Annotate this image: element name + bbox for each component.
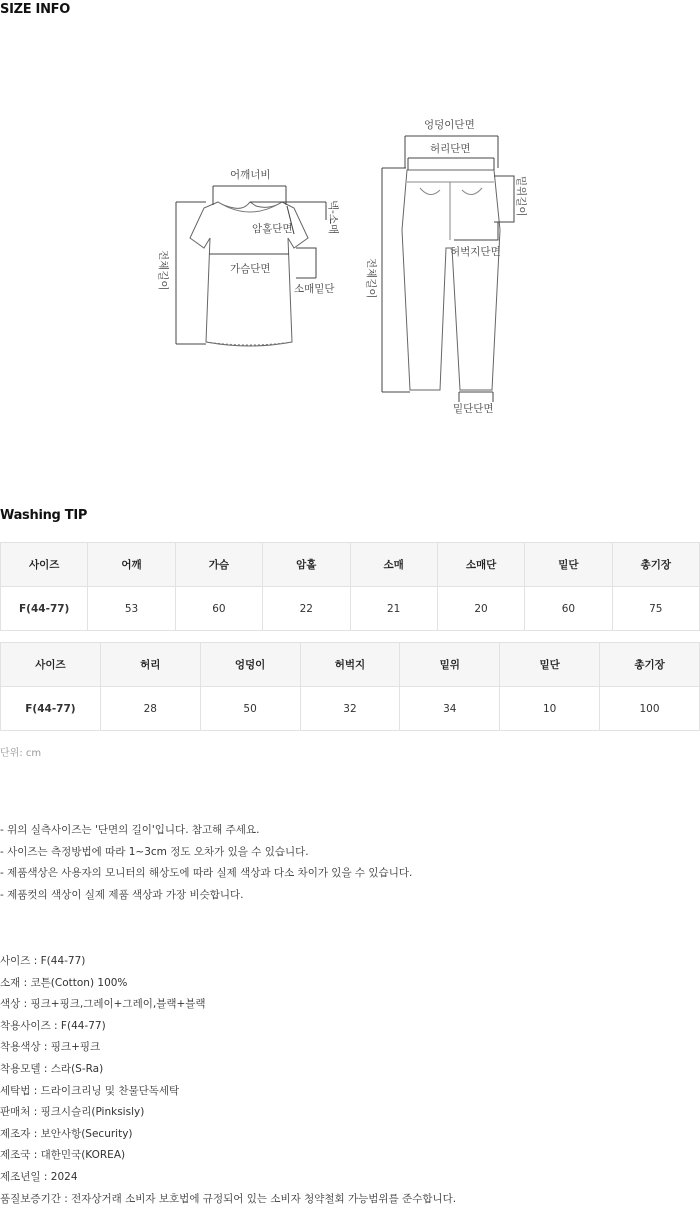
table-cell: F(44-77) [1,587,88,631]
table-cell: 10 [500,687,600,731]
list-item: - 위의 실측사이즈는 '단면의 길이'입니다. 참고해 주세요. [0,824,260,836]
table-header-cell: 사이즈 [1,543,88,587]
label-pants-length: 전체길이 [365,258,377,299]
table-row [1,587,700,631]
list-item: 제조국 : 대한민국(KOREA) [0,1149,126,1162]
label-shoulder: 어깨너비 [230,169,271,181]
top-size-table [0,542,700,631]
table-cell: F(44-77) [1,687,101,731]
list-item: 판매처 : 핑크시슬리(Pinksisly) [0,1106,145,1119]
label-hem: 밑단단면 [453,403,494,415]
list-item: 품질보증기간 : 전자상거래 소비자 보호법에 규정되어 있는 소비자 청약철회 가능범위를 준수합니다. [0,1192,457,1205]
table-header-cell: 총기장 [600,643,700,687]
pants-outline-icon [402,170,500,390]
sleeve-hem-measure-line [296,248,316,278]
table-cell: 34 [400,687,500,731]
size-diagram [0,110,700,430]
table-header-cell: 엉덩이 [200,643,300,687]
table-header-cell: 허리 [100,643,200,687]
label-sleeve-hem: 소매밑단 [294,283,335,295]
table-header-row [1,543,700,587]
list-item: 제조자 : 보안사항(Security) [0,1127,133,1140]
table-cell: 100 [600,687,700,731]
table-cell: 32 [300,687,400,731]
pants-size-table [0,642,700,731]
unit-note: 단위: cm [0,748,42,759]
label-chest: 가슴단면 [230,263,271,275]
list-item: 색상 : 핑크+핑크,그레이+그레이,블랙+블랙 [0,998,206,1011]
label-armhole: 암홀단면 [252,223,293,235]
table-cell: 60 [175,587,262,631]
list-item: 사이즈 : F(44-77) [0,955,86,967]
table-header-cell: 가슴 [175,543,262,587]
table-header-row [1,643,700,687]
table-header-cell: 암홀 [263,543,350,587]
label-thigh: 허벅지단면 [450,246,501,258]
table-row [1,687,700,731]
table-cell: 50 [200,687,300,731]
table-cell: 53 [88,587,175,631]
pants-diagram [402,170,500,390]
list-item: 제조년일 : 2024 [0,1170,78,1183]
table-header-cell: 사이즈 [1,643,101,687]
list-item: 착용모델 : 스라(S-Ra) [0,1062,104,1075]
label-waist: 허리단면 [430,143,471,155]
list-item: - 제품색상은 사용자의 모니터의 해상도에 따라 실제 색상과 다소 차이가 있을 수 있습니다. [0,867,413,880]
table-header-cell: 밑위 [400,643,500,687]
thigh-measure-line [454,222,498,240]
product-info-list [0,953,456,1212]
washing-tip-title: Washing TIP [0,508,88,523]
table-cell: 75 [612,587,699,631]
table-cell: 60 [525,587,612,631]
label-hip: 엉덩이단면 [424,119,475,131]
top-length-measure-line [176,202,206,344]
table-header-cell: 총기장 [612,543,699,587]
table-cell: 21 [350,587,437,631]
table-header-cell: 밑단 [500,643,600,687]
pants-length-measure-line [382,168,410,392]
table-cell: 22 [263,587,350,631]
list-item: - 사이즈는 측정방법에 따라 1~3cm 정도 오차가 있을 수 있습니다. [0,845,309,858]
list-item: 착용사이즈 : F(44-77) [0,1019,106,1032]
table-cell: 28 [100,687,200,731]
table-header-cell: 소매단 [437,543,524,587]
label-top-length: 전체길이 [157,250,169,291]
table-header-cell: 밑단 [525,543,612,587]
label-neck-sleeve: 넥-소매 [327,200,339,235]
table-header-cell: 어깨 [88,543,175,587]
label-rise: 밑위길이 [515,176,527,217]
list-item: 소재 : 코튼(Cotton) 100% [0,976,128,989]
size-info-title: SIZE INFO [0,2,70,17]
table-header-cell: 소매 [350,543,437,587]
hem-measure-line [459,392,493,402]
list-item: 세탁법 : 드라이크리닝 및 찬물단독세탁 [0,1084,180,1097]
list-item: - 제품컷의 색상이 실제 제품 색상과 가장 비슷합니다. [0,889,244,902]
table-cell: 20 [437,587,524,631]
size-notes-list [0,822,412,909]
table-header-cell: 허벅지 [300,643,400,687]
list-item: 착용색상 : 핑크+핑크 [0,1041,101,1054]
waist-measure-line [408,158,494,170]
